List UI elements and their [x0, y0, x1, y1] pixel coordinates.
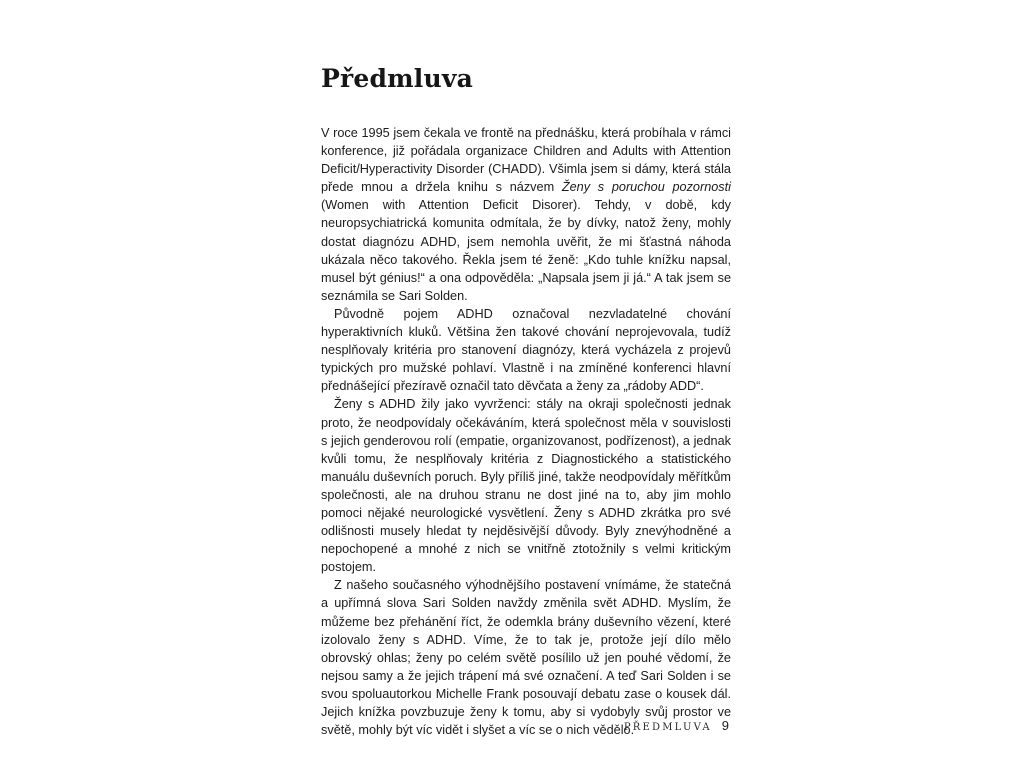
running-head: PŘEDMLUVA	[623, 722, 712, 733]
paragraph-text: (Women with Attention Deficit Disorer). Tehdy, v době, kdy neuropsychiatrická komunita odmítala, že by dívky, natož ženy, mohly dostat diagnózu ADHD, jsem nemohla uvěřit, že mi šťastná náhoda ukázala něco takového. Řekla jsem té ženě: „Kdo tuhle knížku napsal, musel být génius!“ a ona odpověděla: „Napsala jsem ji já.“ A tak jsem se seznámila se Sari Solden.	[321, 198, 731, 303]
paragraph-text: V roce 1995 jsem čekala ve frontě na přednášku, která probíhala v rámci konference, již pořádala organizace Children and Adults with Attention Deficit/Hyperactivity Disorder (CHADD). Všimla jsem si dámy, která stála přede mnou a držela knihu s názvem	[321, 126, 731, 195]
book-title-italic: Ženy s poruchou pozornosti	[561, 180, 731, 195]
chapter-title: Předmluva	[321, 64, 474, 93]
paragraph: Původně pojem ADHD označoval nezvladatelné chování hyperaktivních kluků. Většina žen takové chování neprojevovala, tudíž nesplňovaly kritéria pro stanovení diagnózy, která vycházela z projevů typických pro mužské pohlaví. Vlastně i na zmíněné konferenci hlavní přednášející přezíravě označil tato děvčata a ženy za „rádoby ADD“.	[321, 306, 731, 394]
paragraph	[321, 124, 731, 305]
page-number: 9	[721, 718, 729, 733]
paragraph: Z našeho současného výhodnějšího postavení vnímáme, že statečná a upřímná slova Sari Solden navždy změnila svět ADHD. Myslím, že můžeme bez přehánění říct, že odemkla brány duševního vězení, které izolovalo ženy s ADHD. Víme, že to tak je, protože její dílo mělo obrovský ohlas; ženy po celém světě posílilo už jen pouhé vědomí, že nejsou samy a že jejich trápení má své označení. A teď Sari Solden i se svou spoluautorkou Michelle Frank posouvají debatu zase o kousek dál. Jejich knížka povzbuzuje ženy k tomu, aby si vydobyly svůj prostor ve světě, mohly být víc vidět i slyšet a víc se o nich vědělo.	[321, 578, 731, 738]
paragraph: Ženy s ADHD žily jako vyvrženci: stály na okraji společnosti jednak proto, že neodpovídaly očekáváním, která společnost měla v souvislosti s jejich genderovou rolí (empatie, organizovanost, podřízenost), a jednak kvůli tomu, že nesplňovaly kritéria z Diagnostického a statistického manuálu duševních poruch. Byly příliš jiné, takže neodpovídaly měřítkům společnosti, ale na druhou stranu ne dost jiné na to, aby jim mohlo pomoci nějaké neurologické vysvětlení. Ženy s ADHD zkrátka pro své odlišnosti musely hledat ty nejděsivější důvody. Byly znevýhodněné a nepochopené a mnohé z nich se vnitřně ztotožnily s velmi kritickým postojem.	[321, 397, 731, 575]
body-text	[321, 124, 731, 739]
page-footer	[624, 718, 729, 733]
